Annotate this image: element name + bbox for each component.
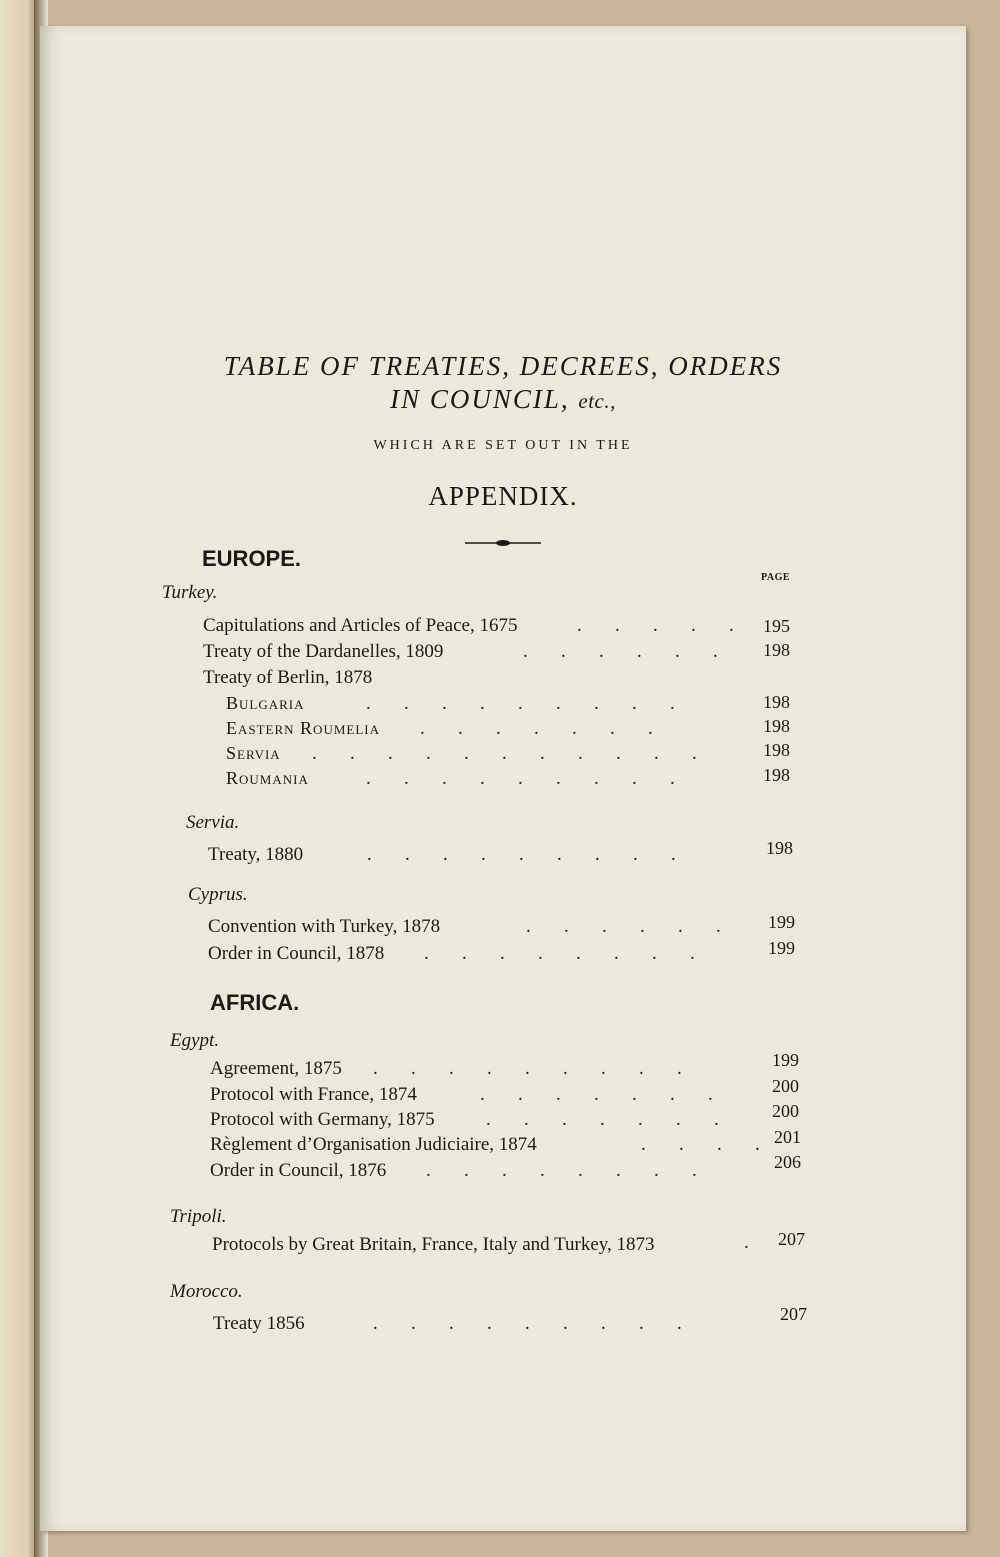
entry-egypt-france: Protocol with France, 1874 — [210, 1084, 417, 1105]
page-number: 198 — [763, 765, 790, 785]
entry-bulgaria: Bulgaria — [226, 693, 305, 713]
page-number: 198 — [763, 640, 790, 660]
page-number: 201 — [774, 1127, 801, 1147]
page-number: 207 — [780, 1304, 807, 1324]
page-number: 198 — [763, 740, 790, 760]
leader-dots: . . . . — [641, 1134, 760, 1155]
group-cyprus: Cyprus. — [188, 884, 248, 905]
title-etc: etc., — [578, 389, 616, 413]
group-morocco: Morocco. — [170, 1281, 243, 1302]
leader-dots: . . . . . . . . — [426, 1160, 697, 1181]
ornament-rule — [40, 536, 966, 554]
subtitle: WHICH ARE SET OUT IN THE — [373, 438, 633, 453]
page-number: 200 — [772, 1076, 799, 1096]
leader-dots: . . . . . . . — [480, 1084, 713, 1105]
page-number: 207 — [778, 1229, 805, 1249]
entry-dardanelles: Treaty of the Dardanelles, 1809 — [203, 641, 444, 662]
page-number: 198 — [763, 716, 790, 736]
leader-dots: . . . . . — [577, 615, 734, 636]
appendix-heading: APPENDIX. — [428, 481, 578, 511]
page-number: 198 — [766, 838, 793, 858]
title-line-1: TABLE OF TREATIES, DECREES, ORDERS — [223, 351, 783, 381]
page-number: 206 — [774, 1152, 801, 1172]
leader-dots: . . . . . . . . . — [373, 1313, 682, 1334]
leader-dots: . . . . . . . — [420, 718, 653, 739]
entry-morocco-treaty: Treaty 1856 — [213, 1313, 305, 1334]
title-line-2-text: IN COUNCIL, — [390, 384, 570, 414]
page-number: 200 — [772, 1101, 799, 1121]
page-number: 199 — [768, 938, 795, 958]
entry-egypt-germany: Protocol with Germany, 1875 — [210, 1109, 435, 1130]
leader-dots: . . . . . . . . . — [373, 1058, 682, 1079]
book-page — [40, 26, 966, 1531]
leader-dots: . . . . . . — [523, 641, 718, 662]
group-servia: Servia. — [186, 812, 240, 833]
group-egypt: Egypt. — [170, 1030, 220, 1051]
page-number: 199 — [768, 912, 795, 932]
entry-servia-sub: Servia — [226, 743, 281, 763]
leader-dots: . . . . . . . . . — [366, 768, 675, 789]
entry-eastern-roumelia: Eastern Roumelia — [226, 718, 380, 738]
leader-dots: . . . . . . . . . — [366, 693, 675, 714]
page-number: 199 — [772, 1050, 799, 1070]
entry-capitulations: Capitulations and Articles of Peace, 1675 — [203, 615, 518, 636]
group-turkey: Turkey. — [162, 582, 218, 603]
page-column-label: PAGE — [761, 572, 791, 583]
entry-cyprus-order: Order in Council, 1878 — [208, 943, 385, 964]
leader-dots: . . . . . . . . . — [367, 844, 676, 865]
leader-dots: . . . . . . . . — [424, 943, 695, 964]
leader-dots: . . . . . . — [526, 916, 721, 937]
leader-dots: . . . . . . . — [486, 1109, 719, 1130]
entry-tripoli-protocols: Protocols by Great Britain, France, Italy and Turkey, 1873 — [212, 1234, 655, 1255]
section-europe: EUROPE. — [202, 546, 302, 571]
entry-berlin: Treaty of Berlin, 1878 — [203, 667, 373, 688]
page-number: 198 — [763, 692, 790, 712]
ornament-rule-icon — [465, 537, 541, 549]
entry-cyprus-convention: Convention with Turkey, 1878 — [208, 916, 441, 937]
entry-roumania: Roumania — [226, 768, 309, 788]
title-line-2 — [40, 384, 966, 415]
entry-egypt-reglement: Règlement d’Organisation Judiciaire, 1874 — [210, 1134, 537, 1155]
page-number: 195 — [763, 616, 790, 636]
leader-dots: . — [744, 1232, 749, 1253]
group-tripoli: Tripoli. — [170, 1206, 227, 1227]
entry-egypt-order: Order in Council, 1876 — [210, 1160, 387, 1181]
leader-dots: . . . . . . . . . . . — [312, 743, 697, 764]
entry-servia-treaty: Treaty, 1880 — [208, 844, 304, 865]
section-africa: AFRICA. — [210, 990, 300, 1015]
entry-egypt-agreement: Agreement, 1875 — [210, 1058, 342, 1079]
